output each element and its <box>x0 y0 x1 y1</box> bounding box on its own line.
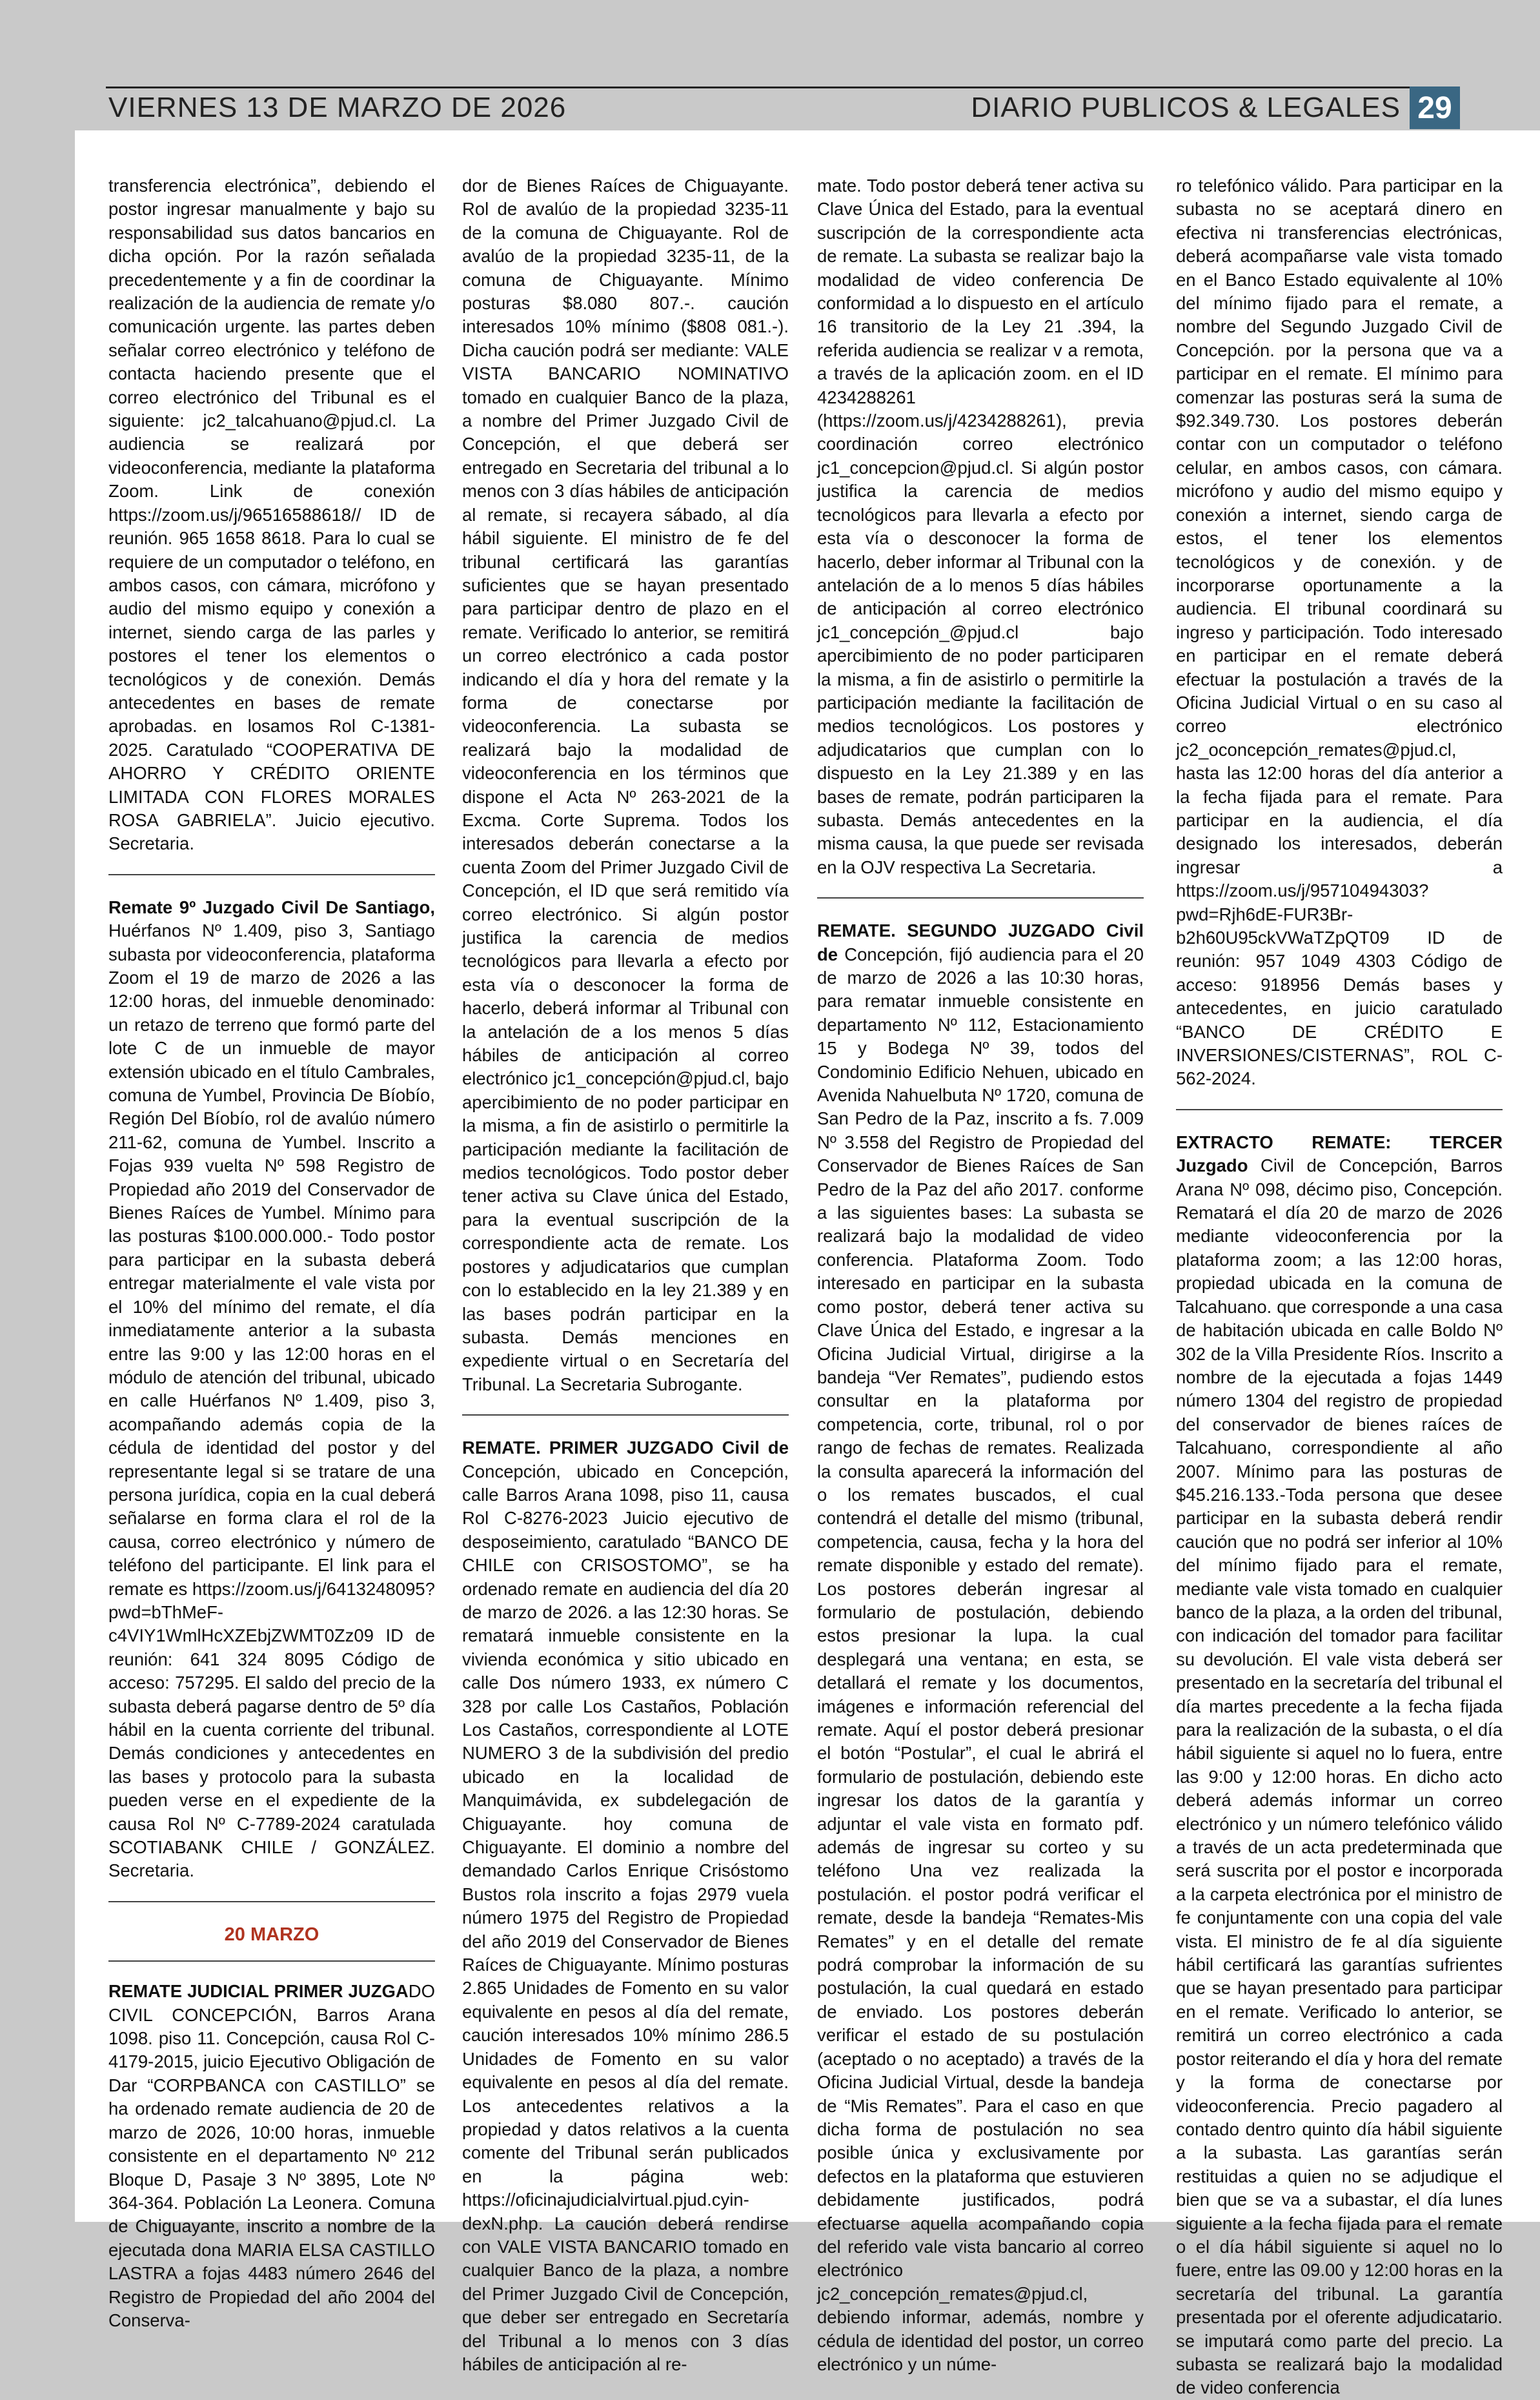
notice-body: Concepción, fijó audiencia para el 20 de marzo de 2026 a las 10:30 horas, para rematar inmueble consistente en departamento Nº 112, Estacionamiento 15 y Bodega Nº 39, todos del Condominio Edificio Nehuen, ubicado en Avenida Nahuelbuta Nº 1720, comuna de San Pedro de la Paz, inscrito a fs. 7.009 Nº 3.558 del Registro de Propiedad del Conservador de Bienes Raíces de San Pedro de la Paz del año 2017. conforme a las siguientes bases: La subasta se realizará bajo la modalidad de video conferencia. Plataforma Zoom. Todo interesado en participar en la subasta como postor, deberá tener activa su Clave Única del Estado, e ingresar a la Oficina Judicial Virtual, dirigirse a la bandeja “Ver Remates”, pudiendo estos consultar en la plataforma por competencia, corte, tribunal, rol o por rango de fechas de remates. Realizada la consulta aparecerá la información del o los remates buscados, el cual contendrá el detalle del mismo (tribunal, competencia, causa, fecha y la hora del remate disponible y estado del remate). Los postores deberán ingresar al formulario de postulación, debiendo estos presionar la lupa. la cual desplegará una ventana; en esta, se detallará el remate y los documentos, imágenes e información referencial del remate. Aquí el postor deberá presionar el botón “Postular”, el cual le abrirá el formulario de postulación, debiendo este ingresar los datos de la garantía y adjuntar el vale vista en formato pdf. además de ingresar su corteo y su teléfono Una vez realizada la postulación. el postor podrá verificar el remate, desde la bandeja “Remates-Mis Remates” y en el detalle del remate podrá comprobar la información de su postulación, la cual quedará en estado de enviado. Los postores deberán verificar el estado de su postulación (aceptado o no aceptado) a través de la Oficina Judicial Virtual, desde la bandeja de “Mis Remates”. Para el caso en que dicha forma de postulación no sea posible única y exclusivamente por defectos en la plataforma que estuvieren debidamente justificados, podrá efectuarse aquella acompañando copia del referido vale vista bancario al correo electrónico jc2_concepción_remates@pjud.cl, debiendo informar, además, nombre y cédula de identidad del postor, un correo electrónico y un núme- <box>817 944 1144 2374</box>
notice-divider <box>108 874 435 875</box>
notice-text: mate. Todo postor deberá tener activa su Clave Única del Estado, para la eventual suscripción de la correspondiente acta de remate. La subasta se realizar bajo la modalidad de video conferencia De conformidad a lo dispuesto en el artículo 16 transitorio de la Ley 21 .394, la referida audiencia se realizar v a remota, a través de la aplicación zoom. en el ID 4234288261 (https://zoom.us/j/4234288261), previa coordinación correo electrónico jc1_concepcion@pjud.cl. Si algún postor justifica la carencia de medios tecnológicos para llevarla a efecto por esta vía o desconocer la forma de hacerlo, deber informar al Tribunal con la antelación de a lo menos 5 días hábiles de anticipación al correo electrónico jc1_concepción_@pjud.cl bajo apercibimiento de no poder participaren la misma, a fin de asistirlo o permitirle la participación mediante la facilitación de medios tecnológicos. Los postores y adjudicatarios que cumplan con lo dispuesto en la Ley 21.389 y en las bases de remate, podrán participaren la subasta. Demás antecedentes en la misma causa, la que puede ser revisada en la OJV respectiva La Secretaria. <box>817 176 1144 877</box>
notice-divider <box>817 897 1144 899</box>
notice-body: Civil de Concepción, Barros Arana Nº 098, décimo piso, Concepción. Rematará el día 20 de marzo de 2026 mediante videoconferencia por la plataforma zoom; a las 12:00 horas, propiedad ubicada en la comuna de Talcahuano. que corresponde a una casa de habitación ubicada en calle Boldo Nº 302 de la Villa Presidente Ríos. Inscrito a nombre de la ejecutada a fojas 1449 número 1304 del registro de propiedad del conservador de bienes raíces de Talcahuano, correspondiente al año 2007. Mínimo para las posturas de $45.216.133.-Toda persona que desee participar en la subasta deberá rendir caución que no podrá ser inferior al 10% del mínimo fijado para el remate, mediante vale vista tomado en cualquier banco de la plaza, a la orden del tribunal, con indicación del tomador para facilitar su devolución. El vale vista deberá ser presentado en la secretaría del tribunal el día martes precedente a la fecha fijada para la realización de la subasta, o el día hábil siguiente si aquel no lo fuera, entre las 9:00 y 12:00 horas. En dicho acto deberá además informar un correo electrónico y un número telefónico válido a través de un acta predeterminada que será suscrita por el postor e incorporada a la carpeta electrónica por el ministro de fe conjuntamente con una copia del vale vista. El ministro de fe al día siguiente hábil certificará las garantías sufrientes que se hayan presentado para participar en el remate. Verificado lo anterior, se remitirá un correo electrónico a cada postor reiterando el día y hora del remate y la forma de conectarse por videoconferencia. Precio pagadero al contado dentro quinto día hábil siguiente a la subasta. Las garantías serán restituidas a quien no se adjudique el bien que se va a subastar, el día lunes siguiente a la fecha fijada para el remate o el día hábil siguiente si aquel no lo fuere, entre las 09.00 y 12:00 horas en la secretaría del tribunal. La garantía presentada por el oferente adjudicatario. se imputará como parte del precio. La subasta se realizará bajo la modalidad de video conferencia <box>1176 1155 1503 2398</box>
notice-text: ro telefónico válido. Para participar en la subasta no se aceptará dinero en efectiva ni transferencias electrónicas, deberá acompañarse vale vista tomado en el Banco Estado equivalente al 10% del mínimo fijado para el remate, a nombre del Segundo Juzgado Civil de Concepción. por la persona que va a participar en el remate. El mínimo para comenzar las posturas será la suma de $92.349.730. Los postores deberán contar con un computador o teléfono celular, en ambos casos, con cámara. micrófono y audio del mismo equipo y conexión a internet, siendo carga de estos, el tener los elementos tecnológicos y de conexión. y de incorporarse oportunamente a la audiencia. El tribunal coordinará su ingreso y participación. Todo interesado en participar en el remate deberá efectuar la postulación a través de la Oficina Judicial Virtual o en su caso al correo electrónico jc2_oconcepción_remates@pjud.cl, hasta las 12:00 horas del día anterior a la fecha fijada para el remate. Para participar en la audiencia, el día designado los interesados, deberán ingresar a https://zoom.us/j/95710494303?pwd=Rjh6dE-FUR3Br-b2h60U95ckVWaTZpQT09 ID de reunión: 957 1049 4303 Código de acceso: 918956 Demás bases y antecedentes, en juicio caratulado “BANCO DE CRÉDITO E INVERSIONES/CISTERNAS”, ROL C-562-2024. <box>1176 176 1503 1089</box>
notice-title: EXTRACTO REMATE: TERCER Juzgado <box>1176 1132 1503 1176</box>
notice-divider <box>108 1960 435 1962</box>
page-number: 29 <box>1410 86 1460 129</box>
notice-divider <box>108 1901 435 1902</box>
notice-body: Concepción, ubicado en Concepción, calle Barros Arana 1098, piso 11, causa Rol C-8276-2023 Juicio ejecutivo de desposeimiento, caratulado “BANCO DE CHILE con CRISOSTOMO”, se ha ordenado remate en audiencia del día 20 de marzo de 2026. a las 12:30 horas. Se rematará inmueble consistente en la vivienda económica y sitio ubicado en calle Dos número 1933, ex número C 328 por calle Los Castaños, Población Los Castaños, correspondiente al LOTE NUMERO 3 de la subdivisión del predio ubicado en la localidad de Manquimávida, ex subdelegación de Chiguayante. hoy comuna de Chiguayante. El dominio a nombre del demandado Carlos Enrique Crisóstomo Bustos rola inscrito a fojas 2979 vuela número 1975 del Registro de Propiedad del año 2019 del Conservador de Bienes Raíces de Chiguayante. Mínimo posturas 2.865 Unidades de Fomento en su valor equivalente en pesos al día del remate, caución interesados 10% mínimo 286.5 Unidades de Fomento en su valor equivalente en pesos al día del remate. Los antecedentes relativos a la propiedad y datos relativos a la cuenta comente del Tribunal serán publicados en la página web: https://oficinajudicialvirtual.pjud.cyin-dexN.php. La caución deberá rendirse con VALE VISTA BANCARIO tomado en cualquier Banco de la plaza, a nombre del Primer Juzgado Civil de Concepción, que deber ser entregado en Secretaría del Tribunal a lo menos con 3 días hábiles de anticipación al re- <box>462 1461 789 2374</box>
notice-body: DO CIVIL CONCEPCIÓN, Barros Arana 1098. piso 11. Concepción, causa Rol C-4179-2015, juicio Ejecutivo Obligación de Dar “CORPBANCA con CASTILLO” se ha ordenado remate audiencia de 20 de marzo de 2026, 10:00 horas, inmueble consistente en el departamento Nº 212 Bloque D, Pasaje 3 Nº 3895, Lote Nº 364-364. Población La Leonera. Comuna de Chiguayante, inscrito a nombre de la ejecutada dona MARIA ELSA CASTILLO LASTRA a fojas 4483 número 2646 del Registro de Propiedad del año 2004 del Conserva- <box>108 1981 435 2330</box>
notice-title: REMATE JUDICIAL PRIMER JUZGA <box>108 1981 409 2002</box>
publication-title: DIARIO PUBLICOS & LEGALES <box>971 92 1401 123</box>
notice-title: Remate 9º Juzgado Civil De Santiago, <box>108 897 435 917</box>
column-1 <box>108 174 435 2332</box>
column-3 <box>817 174 1144 2376</box>
notice <box>817 919 1144 2376</box>
notice-body: Huérfanos Nº 1.409, piso 3, Santiago subasta por videoconferencia, plataforma Zoom el 19 de marzo de 2026 a las 12:00 horas, del inmueble denominado: un retazo de terreno que formó parte del lote C de un inmueble de mayor extensión ubicado en el título Cambrales, comuna de Yumbel, Provincia De Bíobío, Región Del Bíobío, rol de avalúo número 211-62, comuna de Yumbel. Inscrito a Fojas 939 vuelta Nº 598 Registro de Propiedad año 2019 del Conservador de Bienes Raíces de Yumbel. Mínimo para las posturas $100.000.000.- Todo postor para participar en la subasta deberá entregar materialmente el vale vista por el 10% del mínimo del remate, el día inmediatamente anterior a la subasta entre las 9:00 y las 12:00 horas en el módulo de atención del tribunal, ubicado en calle Huérfanos Nº 1.409, piso 3, acompañando además copia de la cédula de identidad del postor y del representante legal si se tratare de una persona jurídica, copia en la cual deberá señalarse en forma clara el rol de la causa, correo electrónico y número de teléfono del participante. El link para el remate es https://zoom.us/j/6413248095?pwd=bThMeF-c4VIY1WmlHcXZEbjZWMT0Zz09 ID de reunión: 641 324 8095 Código de acceso: 757295. El saldo del precio de la subasta deberá pagarse dentro de 5º día hábil en la cuenta corriente del tribunal. Demás condiciones y antecedentes en las bases y protocolo para la subasta pueden verse en el expediente de la causa Rol Nº C-7789-2024 caratulada SCOTIABANK CHILE / GONZÁLEZ. Secretaria. <box>108 920 436 1881</box>
section-date-tag: 20 MARZO <box>224 1924 319 1945</box>
notice-text: transferencia electrónica”, debiendo el postor ingresar manualmente y bajo su responsabilidad sus datos bancarios en dicha opción. Por la razón señalada precedentemente y a fin de coordinar la realización de la audiencia de remate y/o comunicación urgente. las partes deben señalar correo electrónico y teléfono de contacta haciendo presente que el correo electrónico del Tribunal es el siguiente: jc2_talcahuano@pjud.cl. La audiencia se realizará por videoconferencia, mediante la plataforma Zoom. Link de conexión https://zoom.us/j/96516588618// ID de reunión. 965 1658 8618. Para lo cual se requiere de un computador o teléfono, en ambos casos, con cámara, micrófono y audio del mismo equipo y conexión a internet, siendo carga de las parles y postores el tener los elementos o tecnológicos y de conexión. Demás antecedentes en bases de remate aprobadas. en losamos Rol C-1381-2025. Caratulado “COOPERATIVA DE AHORRO Y CRÉDITO ORIENTE LIMITADA CON FLORES MORALES ROSA GABRIELA”. Juicio ejecutivo. Secretaria. <box>108 176 435 854</box>
notice <box>108 896 435 1883</box>
header-rule <box>106 86 1460 88</box>
issue-date: VIERNES 13 DE MARZO DE 2026 <box>108 92 567 123</box>
notice <box>108 1980 435 2332</box>
notice-divider <box>1176 1109 1503 1110</box>
notice-title: REMATE. SEGUNDO JUZGADO Civil de <box>817 920 1144 964</box>
notice <box>1176 1131 1503 2400</box>
notice <box>462 1436 789 2376</box>
column-2 <box>462 174 789 2376</box>
column-4 <box>1176 174 1503 2400</box>
notice-title: REMATE. PRIMER JUZGADO Civil de <box>462 1438 789 1458</box>
notice-divider <box>462 1414 789 1416</box>
page-header <box>106 77 1460 130</box>
notice-text: dor de Bienes Raíces de Chiguayante. Rol de avalúo de la propiedad 3235-11 de la comuna de Chiguayante. Rol de avalúo de la propiedad 3235-11, de la comuna de Chiguayante. Mínimo posturas $8.080 807.-. caución interesados 10% mínimo ($808 081.-). Dicha caución podrá ser mediante: VALE VISTA BANCARIO NOMINATIVO tomado en cualquier Banco de la plaza, a nombre del Primer Juzgado Civil de Concepción, el que deberá ser entregado en Secretaria del tribunal a lo menos con 3 días hábiles de anticipación al remate, si recayera sábado, al día hábil siguiente. El ministro de fe del tribunal certificará las garantías suficientes que se hayan presentado para participar dentro de plazo en el remate. Verificado lo anterior, se remitirá un correo electrónico a cada postor indicando el día y hora del remate y la forma de conectarse por videoconferencia. La subasta se realizará bajo la modalidad de videoconferencia en los términos que dispone el Acta Nº 263-2021 de la Excma. Corte Suprema. Todos los interesados deberán conectarse a la cuenta Zoom del Primer Juzgado Civil de Concepción, el ID que será remitido vía correo electrónico. Si algún postor justifica la carencia de medios tecnológicos para llevarla a efecto por esta vía o desconocer la forma de hacerlo, deberá informar al Tribunal con la antelación de a los menos 5 días hábiles de anticipación al correo electrónico jc1_concepción@pjud.cl, bajo apercibimiento de no poder participar en la misma, a fin de asistirlo o permitirle la participación mediante la facilitación de medios tecnológicos. Todo postor deber tener activa su Clave única del Estado, para la eventual suscripción de la correspondiente acta de remate. Los postores y adjudicatarios que cumplan con lo establecido en la ley 21.389 y en las bases podrán participar en la subasta. Demás menciones en expediente virtual o en Secretaría del Tribunal. La Secretaria Subrogante. <box>462 176 789 1394</box>
